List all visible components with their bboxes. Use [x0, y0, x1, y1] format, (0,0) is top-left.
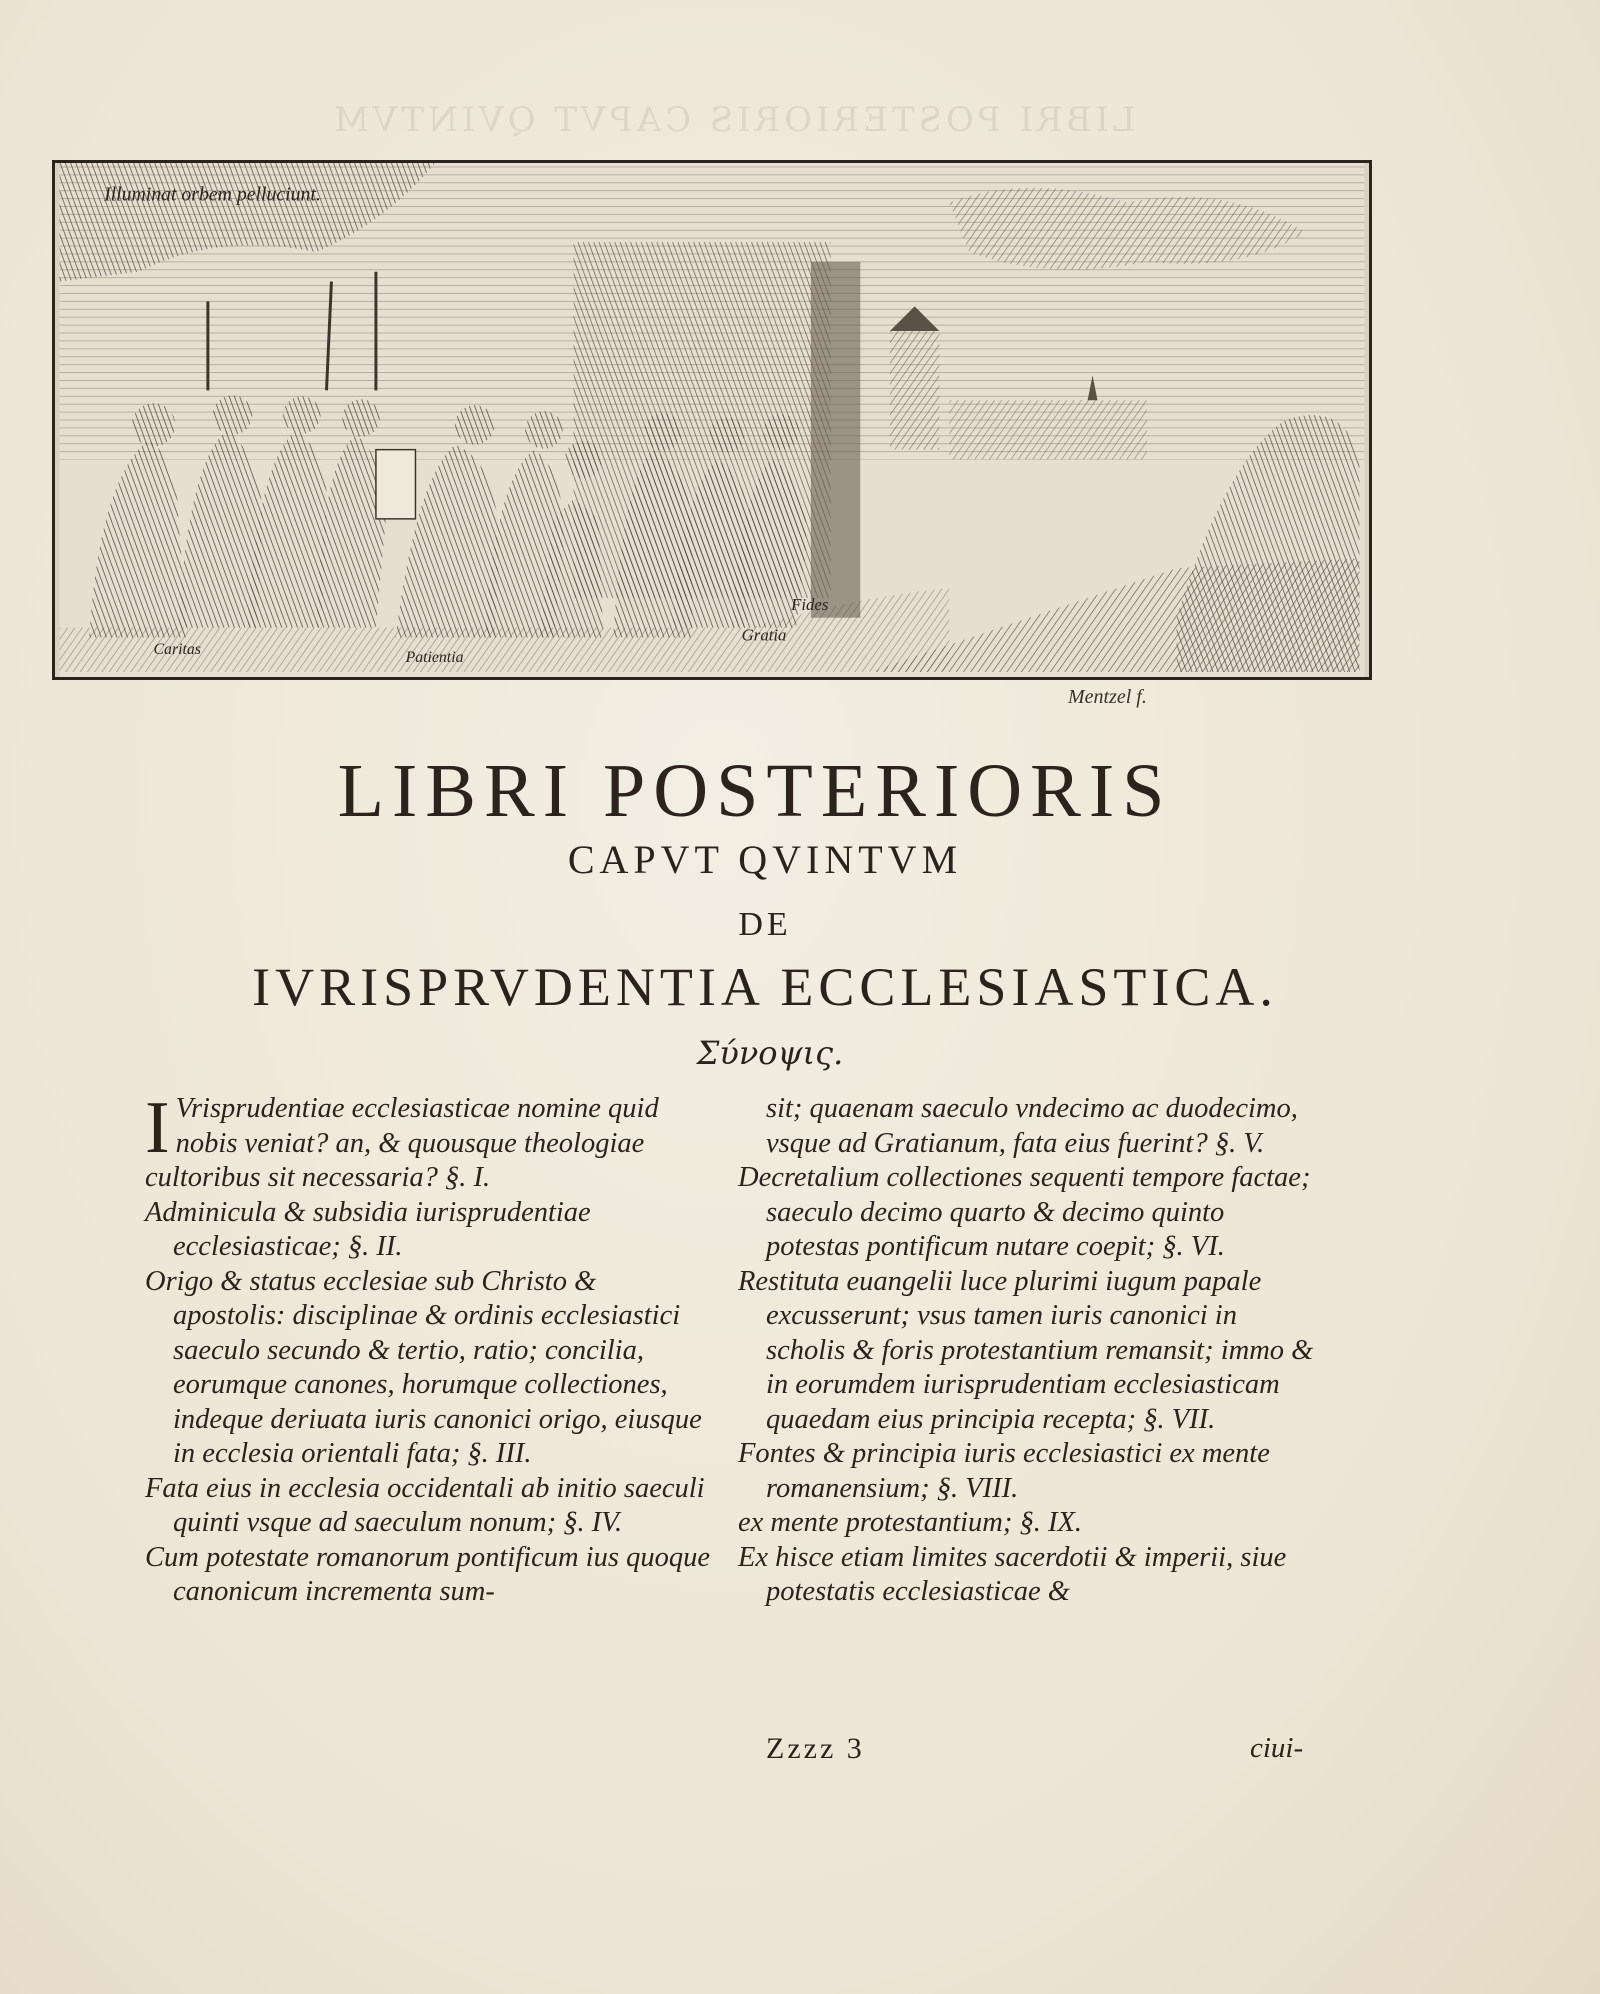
figure-label-caritas: Caritas — [153, 641, 201, 659]
title-line-4: IVRISPRVDENTIA ECCLESIASTICA. — [252, 957, 1278, 1017]
synopsis-left-column — [145, 1087, 715, 1610]
synopsis-entry: Ex hisce etiam limites sacerdotii & imperii, siue potestatis ecclesiasticae & — [738, 1541, 1287, 1607]
engraving-scene — [55, 163, 1369, 677]
synopsis-label: Σύνοψις. — [696, 1034, 844, 1072]
catchword: ciui- — [1250, 1732, 1304, 1764]
synopsis-entry-continuation: sit; quaenam saeculo vndecimo ac duodecimo, vsque ad Gratianum, fata eius fuerint? §. V. — [766, 1093, 1298, 1159]
synopsis-entry: Restituta euangelii luce plurimi iugum papale excusserunt; vsus tamen iuris canonici in scholis & foris protestantium remansit; immo & in eorumdem iurisprudentiam ecclesiasticam quaedam eius principia recepta; §. VII. — [738, 1265, 1314, 1435]
drop-cap: I — [145, 1087, 170, 1169]
title-line-3: DE — [738, 906, 792, 943]
engraving-top-caption: Illuminat orbem pelluciunt. — [104, 183, 321, 206]
engraved-illustration — [52, 160, 1372, 680]
signature-mark: Zzzz 3 — [766, 1732, 865, 1765]
synopsis-entry: Fata eius in ecclesia occidentali ab initio saeculi quinti vsque ad saeculum nonum; §. IV. — [145, 1472, 705, 1538]
synopsis-right-column — [738, 1092, 1318, 1610]
synopsis-entry: Fontes & principia iuris ecclesiastici ex mente romanensium; §. VIII. — [738, 1438, 1270, 1504]
synopsis-entry: Origo & status ecclesiae sub Christo & apostolis: disciplinae & ordinis ecclesiastici saeculo secundo & tertio, ratio; concilia, eorumque canones, horumque collectiones, indeque deriuata iuris canonici origo, eiusque in ecclesia orientali fata; §. III. — [145, 1265, 702, 1469]
title-line-1: LIBRI POSTERIORIS — [337, 749, 1173, 833]
figure-label-fides: Fides — [791, 594, 829, 614]
entry-text: Vrisprudentiae ecclesiasticae nomine quid nobis veniat? an, & quousque theologiae cultoribus sit necessaria? §. I. — [145, 1093, 659, 1193]
title-line-2: CAPVT QVINTVM — [567, 837, 963, 882]
bleed-through-running-head: LIBRI POSTERIORIS CAPVT QVINTVM — [330, 100, 1136, 140]
engraver-signature: Mentzel f. — [1068, 686, 1147, 708]
synopsis-entry: Cum potestate romanorum pontificum ius quoque canonicum incrementa sum- — [145, 1541, 710, 1607]
figure-label-patientia: Patientia — [405, 649, 464, 667]
synopsis-entry: Adminicula & subsidia iurisprudentiae ecclesiasticae; §. II. — [145, 1196, 591, 1262]
synopsis-entry: Decretalium collectiones sequenti tempore factae; saeculo decimo quarto & decimo quinto potestas pontificum nutare coepit; §. VI. — [738, 1162, 1311, 1262]
synopsis-entry: ex mente protestantium; §. IX. — [738, 1507, 1083, 1538]
synopsis-entry — [145, 1087, 715, 1196]
figure-label-gratia: Gratia — [741, 625, 787, 645]
